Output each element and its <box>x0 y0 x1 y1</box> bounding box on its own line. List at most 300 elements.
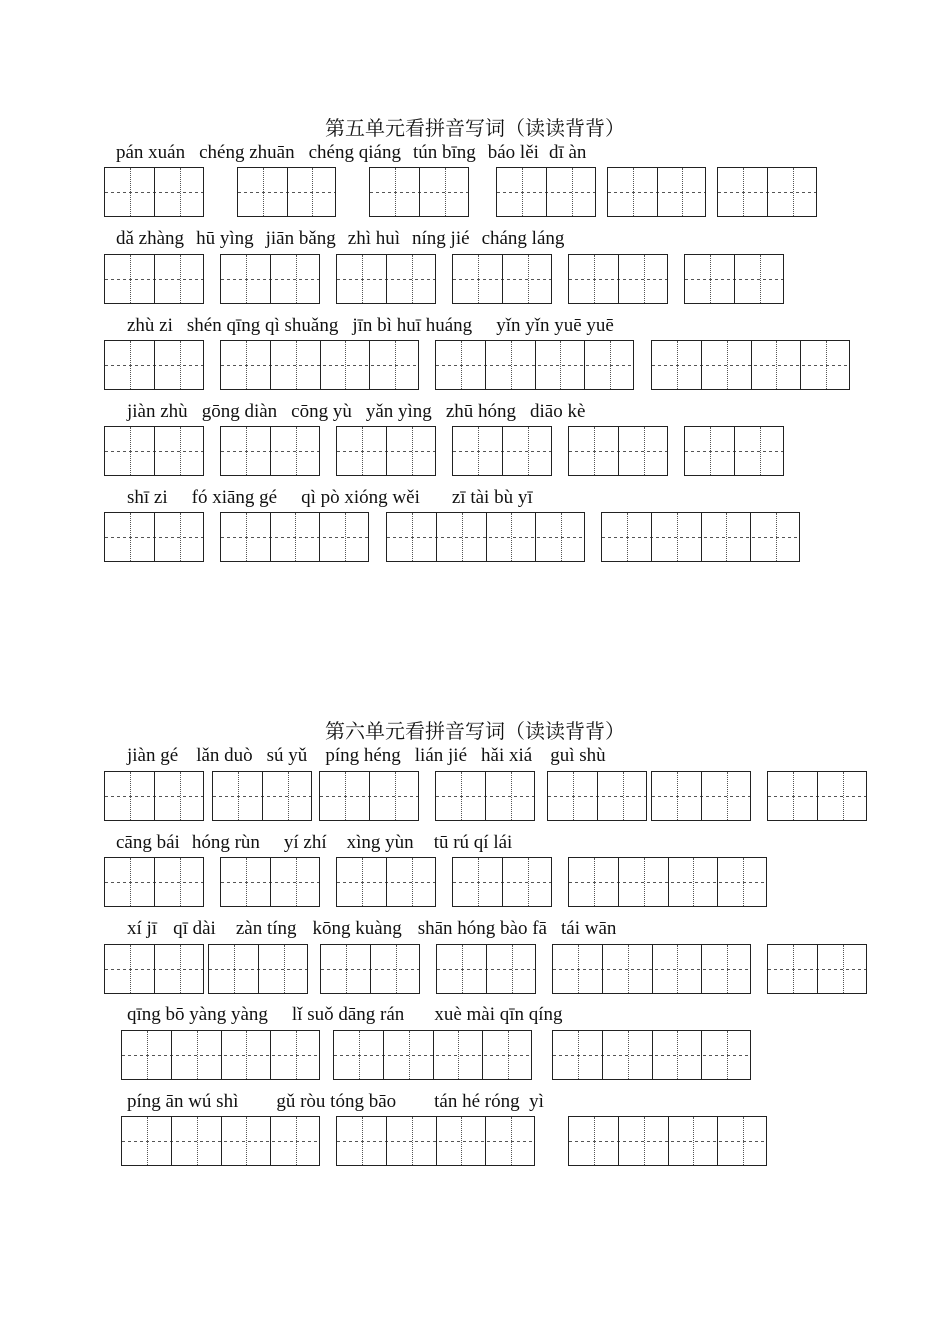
pinyin-word: pán xuán <box>116 142 186 163</box>
cell-guide-line <box>528 858 529 906</box>
cell-guide-line <box>561 513 562 561</box>
cell-guide-line <box>409 1031 410 1079</box>
tianzige-cell[interactable] <box>105 772 155 820</box>
pinyin-row <box>127 487 533 509</box>
cell-guide-line <box>412 858 413 906</box>
pinyin-word: lián jié <box>414 745 468 766</box>
pinyin-row <box>127 918 616 940</box>
answer-grid[interactable] <box>767 771 867 821</box>
answer-grid[interactable] <box>220 857 320 907</box>
cell-guide-line <box>362 427 363 475</box>
tianzige-cell[interactable] <box>221 858 271 906</box>
cell-guide-line <box>461 1117 462 1165</box>
cell-guide-line <box>130 772 131 820</box>
cell-guide-line <box>362 255 363 303</box>
tianzige-cell[interactable] <box>387 1117 437 1165</box>
tianzige-cell[interactable] <box>801 341 851 389</box>
tianzige-cell[interactable] <box>337 858 387 906</box>
tianzige-cell[interactable] <box>702 341 752 389</box>
tianzige-cell[interactable] <box>105 427 155 475</box>
answer-grid[interactable] <box>220 254 320 304</box>
pinyin-word: yí zhí <box>283 832 327 853</box>
cell-divider <box>270 255 271 303</box>
tianzige-cell[interactable] <box>453 255 503 303</box>
tianzige-cell[interactable] <box>569 255 619 303</box>
cell-divider <box>369 341 370 389</box>
answer-grid[interactable] <box>336 426 436 476</box>
cell-guide-line <box>693 1117 694 1165</box>
answer-grid[interactable] <box>452 426 552 476</box>
answer-grid[interactable] <box>104 167 204 217</box>
tianzige-cell[interactable] <box>685 255 735 303</box>
tianzige-cell[interactable] <box>569 427 619 475</box>
tianzige-cell[interactable] <box>503 255 553 303</box>
cell-guide-line <box>826 341 827 389</box>
answer-grid[interactable] <box>104 771 204 821</box>
tianzige-cell[interactable] <box>685 427 735 475</box>
cell-guide-line <box>511 513 512 561</box>
cell-guide-line <box>180 427 181 475</box>
pinyin-word: tū rú qí lái <box>433 832 513 853</box>
tianzige-cell[interactable] <box>553 945 603 993</box>
cell-guide-line <box>677 341 678 389</box>
tianzige-cell[interactable] <box>553 1031 603 1079</box>
cell-guide-line <box>578 1031 579 1079</box>
answer-grid[interactable] <box>452 254 552 304</box>
answer-grid[interactable] <box>452 857 552 907</box>
tianzige-cell[interactable] <box>155 341 205 389</box>
cell-guide-line <box>246 427 247 475</box>
tianzige-cell[interactable] <box>436 341 486 389</box>
tianzige-cell[interactable] <box>486 772 536 820</box>
pinyin-word: tán hé róng yì <box>434 1091 544 1112</box>
cell-guide-line <box>246 858 247 906</box>
answer-grid[interactable] <box>220 512 369 562</box>
tianzige-cell[interactable] <box>718 1117 768 1165</box>
tianzige-cell[interactable] <box>437 513 487 561</box>
answer-grid[interactable] <box>552 1030 751 1080</box>
tianzige-cell[interactable] <box>768 772 818 820</box>
tianzige-cell[interactable] <box>271 427 321 475</box>
tianzige-cell[interactable] <box>669 858 719 906</box>
pinyin-row <box>127 1004 563 1026</box>
tianzige-cell[interactable] <box>334 1031 384 1079</box>
cell-guide-line <box>362 858 363 906</box>
answer-grid[interactable] <box>684 426 784 476</box>
tianzige-cell[interactable] <box>735 255 785 303</box>
answer-grid[interactable] <box>220 426 320 476</box>
answer-grid[interactable] <box>104 857 204 907</box>
cell-guide-line <box>508 1031 509 1079</box>
tianzige-cell[interactable] <box>585 341 635 389</box>
pinyin-word: fó xiāng gé <box>191 487 278 508</box>
tianzige-cell[interactable] <box>221 255 271 303</box>
tianzige-cell[interactable] <box>652 772 702 820</box>
answer-grid[interactable] <box>336 254 436 304</box>
tianzige-cell[interactable] <box>768 168 818 216</box>
pinyin-word: qì pò xióng wěi <box>301 487 420 508</box>
tianzige-cell[interactable] <box>155 858 205 906</box>
pinyin-word: jiàn gé <box>127 745 179 766</box>
tianzige-cell[interactable] <box>702 945 752 993</box>
cell-guide-line <box>693 858 694 906</box>
pinyin-row <box>127 1091 544 1113</box>
tianzige-cell[interactable] <box>437 945 487 993</box>
tianzige-cell[interactable] <box>497 168 547 216</box>
answer-grid[interactable] <box>767 944 867 994</box>
tianzige-cell[interactable] <box>768 945 818 993</box>
tianzige-cell[interactable] <box>221 513 271 561</box>
answer-grid[interactable] <box>121 1030 320 1080</box>
tianzige-cell[interactable] <box>569 1117 619 1165</box>
pinyin-word: píng héng <box>325 745 401 766</box>
answer-grid[interactable] <box>319 771 419 821</box>
cell-guide-line <box>246 341 247 389</box>
tianzige-cell[interactable] <box>503 427 553 475</box>
tianzige-cell[interactable] <box>222 1031 272 1079</box>
tianzige-cell[interactable] <box>436 772 486 820</box>
cell-divider <box>485 772 486 820</box>
tianzige-cell[interactable] <box>209 945 259 993</box>
pinyin-word: shén qīng qì shuǎng <box>186 315 339 336</box>
tianzige-cell[interactable] <box>320 772 370 820</box>
answer-grid[interactable] <box>104 254 204 304</box>
tianzige-cell[interactable] <box>337 1117 387 1165</box>
cell-guide-line <box>395 168 396 216</box>
tianzige-cell[interactable] <box>486 1117 536 1165</box>
tianzige-cell[interactable] <box>105 255 155 303</box>
pinyin-word: qī dài <box>173 918 216 939</box>
pinyin-word: jiān bǎng <box>265 228 336 249</box>
answer-grid[interactable] <box>547 771 647 821</box>
tianzige-cell[interactable] <box>503 858 553 906</box>
tianzige-cell[interactable] <box>221 341 271 389</box>
tianzige-cell[interactable] <box>122 1117 172 1165</box>
answer-grid[interactable] <box>651 771 751 821</box>
cell-guide-line <box>412 513 413 561</box>
tianzige-cell[interactable] <box>487 513 537 561</box>
cell-divider <box>419 168 420 216</box>
tianzige-cell[interactable] <box>619 858 669 906</box>
cell-divider <box>597 772 598 820</box>
cell-guide-line <box>197 1031 198 1079</box>
tianzige-cell[interactable] <box>337 255 387 303</box>
tianzige-cell[interactable] <box>818 945 868 993</box>
section-title: 第六单元看拼音写词（读读背背） <box>325 719 625 743</box>
cell-guide-line <box>594 255 595 303</box>
tianzige-cell[interactable] <box>371 945 421 993</box>
cell-guide-line <box>627 513 628 561</box>
answer-grid[interactable] <box>320 944 420 994</box>
pinyin-row <box>127 315 614 337</box>
cell-divider <box>618 427 619 475</box>
answer-grid[interactable] <box>568 254 668 304</box>
cell-guide-line <box>776 341 777 389</box>
cell-guide-line <box>234 945 235 993</box>
tianzige-cell[interactable] <box>259 945 309 993</box>
tianzige-cell[interactable] <box>487 945 537 993</box>
tianzige-cell[interactable] <box>653 945 703 993</box>
pinyin-word: zhū hóng <box>445 401 516 422</box>
cell-guide-line <box>180 858 181 906</box>
pinyin-word: tún bīng <box>412 142 476 163</box>
cell-guide-line <box>359 1031 360 1079</box>
pinyin-word: hóng rùn <box>191 832 260 853</box>
cell-guide-line <box>594 1117 595 1165</box>
tianzige-cell[interactable] <box>818 772 868 820</box>
cell-guide-line <box>727 945 728 993</box>
cell-guide-line <box>573 772 574 820</box>
tianzige-cell[interactable] <box>752 341 802 389</box>
cell-guide-line <box>528 427 529 475</box>
cell-guide-line <box>522 168 523 216</box>
tianzige-cell[interactable] <box>547 168 597 216</box>
tianzige-cell[interactable] <box>213 772 263 820</box>
cell-divider <box>800 341 801 389</box>
pinyin-word: shān hóng bào fā <box>417 918 547 939</box>
tianzige-cell[interactable] <box>702 513 752 561</box>
tianzige-cell[interactable] <box>536 341 586 389</box>
pinyin-row <box>116 832 512 854</box>
cell-guide-line <box>511 1117 512 1165</box>
tianzige-cell[interactable] <box>221 427 271 475</box>
cell-guide-line <box>760 255 761 303</box>
cell-divider <box>482 1031 483 1079</box>
tianzige-cell[interactable] <box>569 858 619 906</box>
tianzige-cell[interactable] <box>222 1117 272 1165</box>
cell-guide-line <box>130 341 131 389</box>
cell-guide-line <box>677 772 678 820</box>
cell-guide-line <box>594 858 595 906</box>
answer-grid[interactable] <box>568 426 668 476</box>
tianzige-cell[interactable] <box>437 1117 487 1165</box>
tianzige-cell[interactable] <box>105 945 155 993</box>
pinyin-word: hū yìng <box>196 228 254 249</box>
tianzige-cell[interactable] <box>718 858 768 906</box>
answer-grid[interactable] <box>684 254 784 304</box>
answer-grid[interactable] <box>568 857 767 907</box>
answer-grid[interactable] <box>336 857 436 907</box>
cell-guide-line <box>726 513 727 561</box>
cell-guide-line <box>180 945 181 993</box>
cell-guide-line <box>180 772 181 820</box>
pinyin-word: xìng yùn <box>346 832 414 853</box>
tianzige-cell[interactable] <box>105 858 155 906</box>
cell-divider <box>701 341 702 389</box>
answer-grid[interactable] <box>435 340 634 390</box>
answer-grid[interactable] <box>568 1116 767 1166</box>
pinyin-row <box>127 745 606 767</box>
tianzige-cell[interactable] <box>598 772 648 820</box>
tianzige-cell[interactable] <box>271 1117 321 1165</box>
pinyin-word: cháng láng <box>481 228 565 249</box>
pinyin-word: jiàn zhù <box>127 401 188 422</box>
answer-grid[interactable] <box>104 512 204 562</box>
tianzige-cell[interactable] <box>320 513 370 561</box>
tianzige-cell[interactable] <box>122 1031 172 1079</box>
tianzige-cell[interactable] <box>172 1117 222 1165</box>
pinyin-word: zàn tíng <box>235 918 297 939</box>
tianzige-cell[interactable] <box>483 1031 533 1079</box>
tianzige-cell[interactable] <box>434 1031 484 1079</box>
tianzige-cell[interactable] <box>652 341 702 389</box>
answer-grid[interactable] <box>496 167 596 217</box>
answer-grid[interactable] <box>121 1116 320 1166</box>
cell-guide-line <box>578 945 579 993</box>
tianzige-cell[interactable] <box>155 255 205 303</box>
tianzige-cell[interactable] <box>105 168 155 216</box>
pinyin-word: cōng yù <box>291 401 352 422</box>
answer-grid[interactable] <box>651 340 850 390</box>
answer-grid[interactable] <box>436 944 536 994</box>
tianzige-cell[interactable] <box>619 427 669 475</box>
cell-guide-line <box>644 255 645 303</box>
answer-grid[interactable] <box>104 426 204 476</box>
cell-guide-line <box>633 168 634 216</box>
cell-divider <box>154 945 155 993</box>
tianzige-cell[interactable] <box>486 341 536 389</box>
tianzige-cell[interactable] <box>658 168 708 216</box>
tianzige-cell[interactable] <box>652 513 702 561</box>
answer-grid[interactable] <box>237 167 336 217</box>
cell-divider <box>701 1031 702 1079</box>
tianzige-cell[interactable] <box>751 513 801 561</box>
tianzige-cell[interactable] <box>420 168 470 216</box>
cell-guide-line <box>462 513 463 561</box>
tianzige-cell[interactable] <box>669 1117 719 1165</box>
cell-divider <box>270 1117 271 1165</box>
tianzige-cell[interactable] <box>288 168 338 216</box>
cell-divider <box>535 341 536 389</box>
answer-grid[interactable] <box>220 340 419 390</box>
tianzige-cell[interactable] <box>387 513 437 561</box>
cell-divider <box>370 945 371 993</box>
tianzige-cell[interactable] <box>603 945 653 993</box>
answer-grid[interactable] <box>717 167 817 217</box>
cell-guide-line <box>197 1117 198 1165</box>
answer-grid[interactable] <box>552 944 751 994</box>
tianzige-cell[interactable] <box>536 513 586 561</box>
answer-grid[interactable] <box>104 340 204 390</box>
tianzige-cell[interactable] <box>321 945 371 993</box>
cell-guide-line <box>628 945 629 993</box>
cell-divider <box>154 427 155 475</box>
cell-divider <box>734 427 735 475</box>
tianzige-cell[interactable] <box>548 772 598 820</box>
tianzige-cell[interactable] <box>603 1031 653 1079</box>
cell-guide-line <box>710 427 711 475</box>
tianzige-cell[interactable] <box>271 858 321 906</box>
cell-guide-line <box>362 1117 363 1165</box>
tianzige-cell[interactable] <box>271 1031 321 1079</box>
answer-grid[interactable] <box>212 771 312 821</box>
answer-grid[interactable] <box>336 1116 535 1166</box>
tianzige-cell[interactable] <box>718 168 768 216</box>
cell-guide-line <box>395 341 396 389</box>
tianzige-cell[interactable] <box>653 1031 703 1079</box>
tianzige-cell[interactable] <box>735 427 785 475</box>
cell-divider <box>369 772 370 820</box>
answer-grid[interactable] <box>601 512 800 562</box>
cell-guide-line <box>180 255 181 303</box>
cell-guide-line <box>776 513 777 561</box>
tianzige-cell[interactable] <box>387 255 437 303</box>
answer-grid[interactable] <box>607 167 706 217</box>
cell-guide-line <box>130 168 131 216</box>
cell-guide-line <box>296 341 297 389</box>
tianzige-cell[interactable] <box>263 772 313 820</box>
tianzige-cell[interactable] <box>602 513 652 561</box>
cell-guide-line <box>628 1031 629 1079</box>
tianzige-cell[interactable] <box>321 341 371 389</box>
tianzige-cell[interactable] <box>702 1031 752 1079</box>
cell-guide-line <box>345 772 346 820</box>
tianzige-cell[interactable] <box>271 513 321 561</box>
tianzige-cell[interactable] <box>337 427 387 475</box>
cell-divider <box>221 1117 222 1165</box>
tianzige-cell[interactable] <box>387 427 437 475</box>
pinyin-word: xí jī <box>127 918 158 939</box>
cell-divider <box>652 1031 653 1079</box>
tianzige-cell[interactable] <box>702 772 752 820</box>
tianzige-cell[interactable] <box>384 1031 434 1079</box>
tianzige-cell[interactable] <box>608 168 658 216</box>
tianzige-cell[interactable] <box>453 427 503 475</box>
tianzige-cell[interactable] <box>155 513 205 561</box>
pinyin-word: níng jié <box>412 228 470 249</box>
pinyin-word: dǎ zhàng <box>116 228 185 249</box>
cell-divider <box>486 945 487 993</box>
answer-grid[interactable] <box>208 944 308 994</box>
tianzige-cell[interactable] <box>155 945 205 993</box>
pinyin-word: jīn bì huī huáng <box>352 315 473 336</box>
tianzige-cell[interactable] <box>172 1031 222 1079</box>
cell-guide-line <box>412 255 413 303</box>
tianzige-cell[interactable] <box>619 255 669 303</box>
answer-grid[interactable] <box>435 771 535 821</box>
tianzige-cell[interactable] <box>370 341 420 389</box>
tianzige-cell[interactable] <box>271 341 321 389</box>
cell-guide-line <box>284 945 285 993</box>
tianzige-cell[interactable] <box>387 858 437 906</box>
cell-guide-line <box>760 427 761 475</box>
tianzige-cell[interactable] <box>370 772 420 820</box>
cell-divider <box>386 858 387 906</box>
tianzige-cell[interactable] <box>271 255 321 303</box>
answer-grid[interactable] <box>369 167 469 217</box>
cell-guide-line <box>727 772 728 820</box>
cell-divider <box>751 341 752 389</box>
cell-divider <box>270 1031 271 1079</box>
tianzige-cell[interactable] <box>155 772 205 820</box>
tianzige-cell[interactable] <box>105 513 155 561</box>
answer-grid[interactable] <box>386 512 585 562</box>
tianzige-cell[interactable] <box>453 858 503 906</box>
pinyin-word: tái wān <box>561 918 617 939</box>
pinyin-word: qīng bō yàng yàng <box>127 1004 268 1025</box>
tianzige-cell[interactable] <box>105 341 155 389</box>
tianzige-cell[interactable] <box>619 1117 669 1165</box>
answer-grid[interactable] <box>333 1030 532 1080</box>
tianzige-cell[interactable] <box>370 168 420 216</box>
tianzige-cell[interactable] <box>155 427 205 475</box>
tianzige-cell[interactable] <box>155 168 205 216</box>
cell-guide-line <box>147 1031 148 1079</box>
answer-grid[interactable] <box>104 944 204 994</box>
cell-guide-line <box>682 168 683 216</box>
tianzige-cell[interactable] <box>238 168 288 216</box>
cell-divider <box>319 513 320 561</box>
